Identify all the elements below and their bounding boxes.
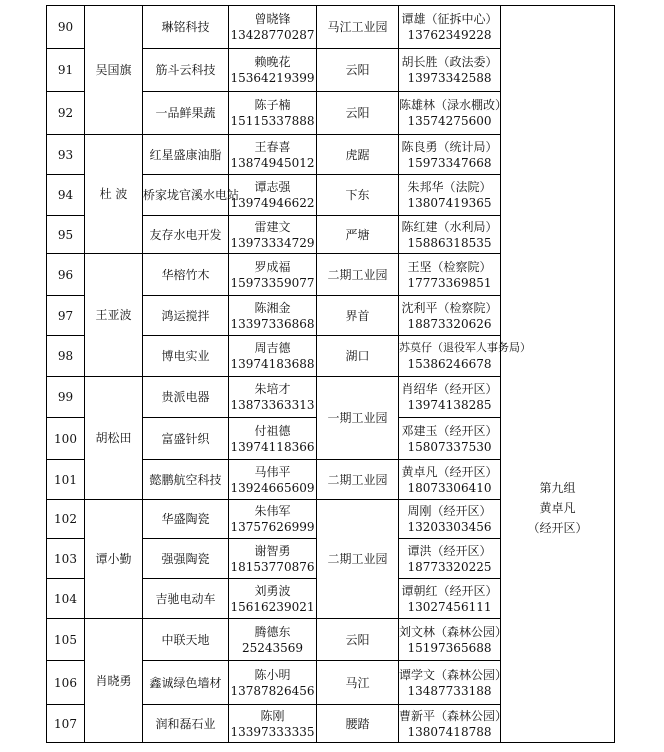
officer-phone: 13027456111 (407, 599, 492, 614)
row-number: 105 (47, 619, 85, 661)
officer-cell (399, 500, 501, 539)
officer-cell (399, 460, 501, 500)
contact-cell (229, 377, 317, 418)
officer-name: 肖绍华（经开区） (401, 382, 498, 396)
contact-name: 雷建文 (254, 219, 291, 234)
contact-name: 朱培才 (254, 382, 291, 396)
row-number: 102 (47, 500, 85, 539)
contact-name: 陈子楠 (254, 98, 291, 112)
company-name: 筋斗云科技 (143, 49, 229, 92)
contact-cell (229, 500, 317, 539)
contact-cell (229, 539, 317, 579)
contact-cell (229, 216, 317, 254)
location: 二期工业园 (317, 254, 399, 296)
officer-cell (399, 661, 508, 705)
row-number: 95 (47, 216, 85, 254)
responsible-person: 吴国旗 (85, 6, 143, 135)
contact-phone: 13873363313 (230, 398, 315, 412)
officer-phone: 15973347668 (407, 155, 492, 170)
officer-cell (399, 6, 501, 49)
officer-name: 陈良勇（统计局） (401, 139, 498, 154)
location: 严塘 (317, 216, 399, 254)
responsible-person: 胡松田 (85, 377, 143, 500)
table-row (47, 254, 615, 296)
contact-cell (229, 6, 317, 49)
company-name: 桥家垅官溪水电站 (143, 175, 229, 216)
location: 云阳 (317, 92, 399, 135)
officer-phone: 13203303456 (407, 520, 492, 534)
officer-phone: 15386246678 (407, 357, 492, 371)
officer-name: 谭雄（征拆中心） (401, 12, 498, 26)
contact-phone: 13428770287 (230, 28, 315, 42)
group-unit: （经开区） (527, 520, 588, 535)
officer-cell (399, 418, 501, 460)
contact-name: 陈刚 (260, 708, 285, 723)
officer-name: 谭学文（森林公园） (399, 667, 508, 682)
officer-cell (399, 539, 501, 579)
row-number: 103 (47, 539, 85, 579)
officer-cell (399, 619, 508, 661)
contact-cell (229, 579, 317, 619)
company-name: 富盛针织 (143, 418, 229, 460)
officer-phone: 13973342588 (407, 71, 492, 85)
contact-name: 朱伟军 (254, 504, 291, 518)
contact-phone: 13924665609 (230, 480, 315, 495)
contact-phone: 13973334729 (230, 235, 315, 250)
company-name: 琳铭科技 (143, 6, 229, 49)
contact-name: 马伟平 (254, 464, 291, 479)
contact-name: 腾德东 (254, 624, 291, 639)
row-number: 104 (47, 579, 85, 619)
officer-cell (399, 49, 501, 92)
row-number: 92 (47, 92, 85, 135)
table-row (47, 6, 615, 49)
location: 下东 (317, 175, 399, 216)
officer-cell (399, 254, 501, 296)
officer-name: 陈雄林（渌水棚改） (399, 98, 508, 112)
contact-cell (229, 705, 317, 743)
responsible-person: 王亚波 (85, 254, 143, 377)
officer-phone: 13487733188 (407, 683, 492, 698)
contact-cell (229, 254, 317, 296)
company-name: 懿鹏航空科技 (143, 460, 229, 500)
officer-name: 周刚（经开区） (407, 504, 492, 518)
officer-name: 刘文林（森林公园） (399, 624, 508, 639)
company-name: 中联天地 (143, 619, 229, 661)
officer-name: 沈利平（检察院） (401, 300, 498, 315)
contact-name: 赖晚花 (254, 55, 291, 69)
row-number: 106 (47, 661, 85, 705)
company-name: 华盛陶瓷 (143, 500, 229, 539)
row-number: 101 (47, 460, 85, 500)
company-name: 博电实业 (143, 336, 229, 377)
contact-phone: 13787826456 (230, 683, 315, 698)
contact-phone: 15364219399 (230, 71, 315, 85)
row-number: 93 (47, 135, 85, 175)
row-number: 90 (47, 6, 85, 49)
contact-name: 谭志强 (254, 180, 291, 194)
officer-cell (399, 92, 508, 135)
contact-phone: 13974183688 (230, 357, 315, 371)
row-number: 96 (47, 254, 85, 296)
officer-phone: 13574275600 (407, 114, 492, 128)
contact-name: 陈小明 (254, 667, 291, 682)
officer-cell (399, 705, 508, 743)
group-leader: 黄卓凡 (539, 500, 576, 515)
officer-phone: 18073306410 (407, 480, 492, 495)
location: 湖口 (317, 336, 399, 377)
officer-phone: 13807419365 (407, 196, 492, 210)
previous-group-cell (501, 6, 615, 254)
contact-cell (229, 135, 317, 175)
officer-cell (399, 336, 531, 377)
contact-cell (229, 619, 317, 661)
company-name: 强强陶瓷 (143, 539, 229, 579)
contact-phone: 13397336868 (230, 316, 315, 331)
location: 腰踏 (317, 705, 399, 743)
officer-cell (399, 579, 501, 619)
contact-name: 付祖德 (254, 423, 291, 438)
contact-name: 周吉德 (254, 341, 291, 355)
row-number: 97 (47, 296, 85, 336)
row-number: 98 (47, 336, 85, 377)
officer-name: 胡长胜（政法委） (401, 55, 498, 69)
officer-name: 黄卓凡（经开区） (401, 464, 498, 479)
contact-phone: 13874945012 (230, 155, 315, 170)
company-name: 贵派电器 (143, 377, 229, 418)
location: 一期工业园 (317, 377, 399, 460)
contact-name: 罗成福 (254, 259, 291, 274)
officer-phone: 15807337530 (407, 439, 492, 454)
location: 马江工业园 (317, 6, 399, 49)
responsible-person: 肖晓勇 (85, 619, 143, 743)
officer-phone: 17773369851 (407, 275, 492, 290)
officer-cell (399, 377, 501, 418)
officer-name: 陈红建（水利局） (401, 219, 498, 234)
company-name: 友存水电开发 (143, 216, 229, 254)
group-name: 第九组 (539, 480, 576, 495)
contact-name: 刘勇波 (254, 583, 291, 598)
contact-phone: 15973359077 (230, 275, 315, 290)
contact-phone: 13757626999 (230, 520, 315, 534)
officer-name: 邓建玉（经开区） (401, 423, 498, 438)
row-number: 91 (47, 49, 85, 92)
contact-cell (229, 418, 317, 460)
officer-phone: 18773320225 (407, 559, 492, 574)
officer-name: 谭朝红（经开区） (401, 583, 498, 598)
contact-name: 陈湘金 (254, 300, 291, 315)
responsible-person: 杜 波 (85, 135, 143, 254)
officer-cell (399, 135, 501, 175)
contact-phone: 18153770876 (230, 559, 315, 574)
officer-name: 朱邦华（法院） (407, 180, 492, 194)
contact-cell (229, 49, 317, 92)
location: 云阳 (317, 619, 399, 661)
officer-phone: 13762349228 (407, 28, 492, 42)
contact-cell (229, 92, 317, 135)
contact-phone: 13974946622 (230, 196, 315, 210)
contact-name: 曾晓锋 (254, 12, 291, 26)
enterprise-assignment-table (46, 5, 615, 743)
officer-phone: 15197365688 (407, 640, 492, 655)
contact-phone: 13397333335 (230, 724, 315, 739)
officer-phone: 18873320626 (407, 316, 492, 331)
location: 二期工业园 (317, 500, 399, 619)
officer-phone: 13974138285 (407, 398, 492, 412)
contact-phone: 15616239021 (230, 599, 315, 614)
company-name: 鑫诚绿色墙材 (143, 661, 229, 705)
company-name: 润和磊石业 (143, 705, 229, 743)
company-name: 一品鲜果蔬 (143, 92, 229, 135)
contact-name: 谢智勇 (254, 543, 291, 558)
location: 二期工业园 (317, 460, 399, 500)
contact-name: 王春喜 (254, 139, 291, 154)
officer-name: 苏莫仔（退役军人事务局） (399, 341, 531, 354)
officer-phone: 15886318535 (407, 235, 492, 250)
row-number: 94 (47, 175, 85, 216)
company-name: 红星盛康油脂 (143, 135, 229, 175)
officer-name: 谭洪（经开区） (407, 543, 492, 558)
row-number: 100 (47, 418, 85, 460)
contact-cell (229, 336, 317, 377)
officer-phone: 13807418788 (407, 724, 492, 739)
contact-cell (229, 175, 317, 216)
location: 云阳 (317, 49, 399, 92)
contact-phone: 25243569 (241, 640, 304, 655)
contact-cell (229, 460, 317, 500)
contact-cell (229, 661, 317, 705)
officer-cell (399, 216, 501, 254)
contact-phone: 13974118366 (230, 439, 315, 454)
company-name: 吉驰电动车 (143, 579, 229, 619)
location: 界首 (317, 296, 399, 336)
location: 虎踞 (317, 135, 399, 175)
group-assignment-cell (501, 254, 615, 743)
officer-cell (399, 296, 501, 336)
company-name: 华榕竹木 (143, 254, 229, 296)
location: 马江 (317, 661, 399, 705)
officer-name: 曹新平（森林公园） (399, 708, 508, 723)
row-number: 107 (47, 705, 85, 743)
contact-cell (229, 296, 317, 336)
company-name: 鸿运搅拌 (143, 296, 229, 336)
contact-phone: 15115337888 (230, 114, 315, 128)
officer-cell (399, 175, 501, 216)
responsible-person: 谭小勤 (85, 500, 143, 619)
officer-name: 王坚（检察院） (407, 259, 492, 274)
row-number: 99 (47, 377, 85, 418)
